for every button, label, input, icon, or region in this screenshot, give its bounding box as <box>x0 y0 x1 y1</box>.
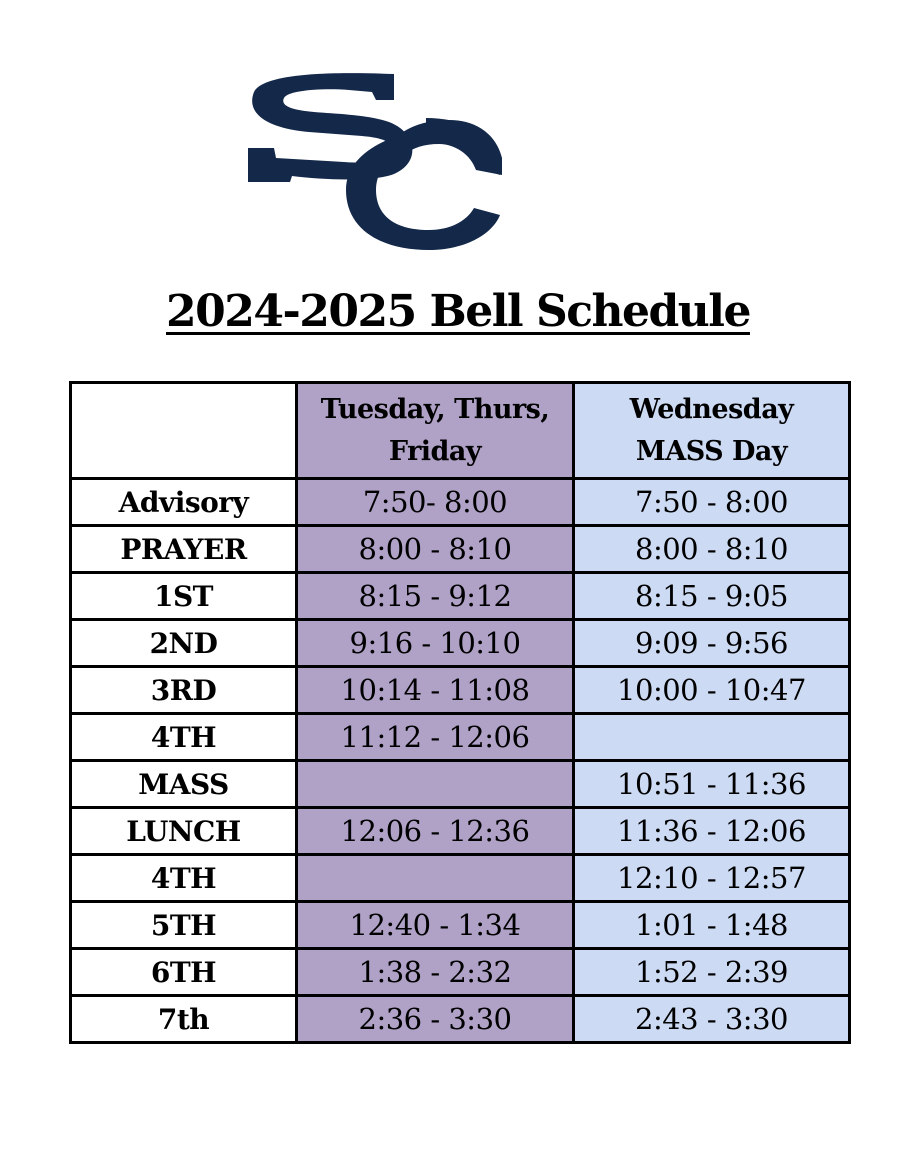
time-wednesday: 1:01 - 1:48 <box>574 902 850 949</box>
header-wednesday-mass-line-1: Wednesday <box>629 393 794 425</box>
period-label: PRAYER <box>71 526 297 573</box>
time-wednesday: 10:51 - 11:36 <box>574 761 850 808</box>
table-row <box>71 902 850 949</box>
time-wednesday: 8:15 - 9:05 <box>574 573 850 620</box>
period-label: LUNCH <box>71 808 297 855</box>
time-wednesday: 1:52 - 2:39 <box>574 949 850 996</box>
time-wednesday: 12:10 - 12:57 <box>574 855 850 902</box>
time-wednesday: 11:36 - 12:06 <box>574 808 850 855</box>
school-logo <box>244 70 506 252</box>
time-wednesday: 2:43 - 3:30 <box>574 996 850 1043</box>
time-tue-thu-fri: 12:40 - 1:34 <box>297 902 574 949</box>
header-wednesday-mass-line-2: MASS Day <box>635 435 788 467</box>
table-row <box>71 808 850 855</box>
period-label: 5TH <box>71 902 297 949</box>
table-row <box>71 714 850 761</box>
time-wednesday: 8:00 - 8:10 <box>574 526 850 573</box>
time-tue-thu-fri: 2:36 - 3:30 <box>297 996 574 1043</box>
table-row <box>71 526 850 573</box>
time-tue-thu-fri: 10:14 - 11:08 <box>297 667 574 714</box>
header-tue-thu-fri-line-1: Tuesday, Thurs, <box>320 393 550 425</box>
page-title: 2024-2025 Bell Schedule <box>166 286 750 337</box>
table-row <box>71 996 850 1043</box>
time-tue-thu-fri: 8:00 - 8:10 <box>297 526 574 573</box>
time-tue-thu-fri: 9:16 - 10:10 <box>297 620 574 667</box>
header-tue-thu-fri-line-2: Friday <box>388 435 482 467</box>
period-label: MASS <box>71 761 297 808</box>
bell-schedule-table <box>69 381 851 1044</box>
time-tue-thu-fri: 8:15 - 9:12 <box>297 573 574 620</box>
period-label: 1ST <box>71 573 297 620</box>
period-label: 3RD <box>71 667 297 714</box>
table-row <box>71 761 850 808</box>
period-label: 6TH <box>71 949 297 996</box>
period-label: 2ND <box>71 620 297 667</box>
time-wednesday: 9:09 - 9:56 <box>574 620 850 667</box>
time-tue-thu-fri: 1:38 - 2:32 <box>297 949 574 996</box>
period-label: 4TH <box>71 855 297 902</box>
table-row <box>71 479 850 526</box>
table-row <box>71 573 850 620</box>
header-wednesday-mass <box>574 383 850 479</box>
table-header-row <box>71 383 850 479</box>
time-tue-thu-fri <box>297 761 574 808</box>
time-tue-thu-fri: 11:12 - 12:06 <box>297 714 574 761</box>
header-tue-thu-fri <box>297 383 574 479</box>
table-row <box>71 667 850 714</box>
logo-letter-s <box>248 73 412 182</box>
time-tue-thu-fri <box>297 855 574 902</box>
period-label: Advisory <box>71 479 297 526</box>
table-row <box>71 949 850 996</box>
table-row <box>71 620 850 667</box>
time-wednesday: 7:50 - 8:00 <box>574 479 850 526</box>
time-tue-thu-fri: 7:50- 8:00 <box>297 479 574 526</box>
time-wednesday: 10:00 - 10:47 <box>574 667 850 714</box>
period-label: 4TH <box>71 714 297 761</box>
time-wednesday <box>574 714 850 761</box>
header-blank-cell <box>71 383 297 479</box>
period-label: 7th <box>71 996 297 1043</box>
time-tue-thu-fri: 12:06 - 12:36 <box>297 808 574 855</box>
table-row <box>71 855 850 902</box>
logo-swirl <box>332 143 366 155</box>
